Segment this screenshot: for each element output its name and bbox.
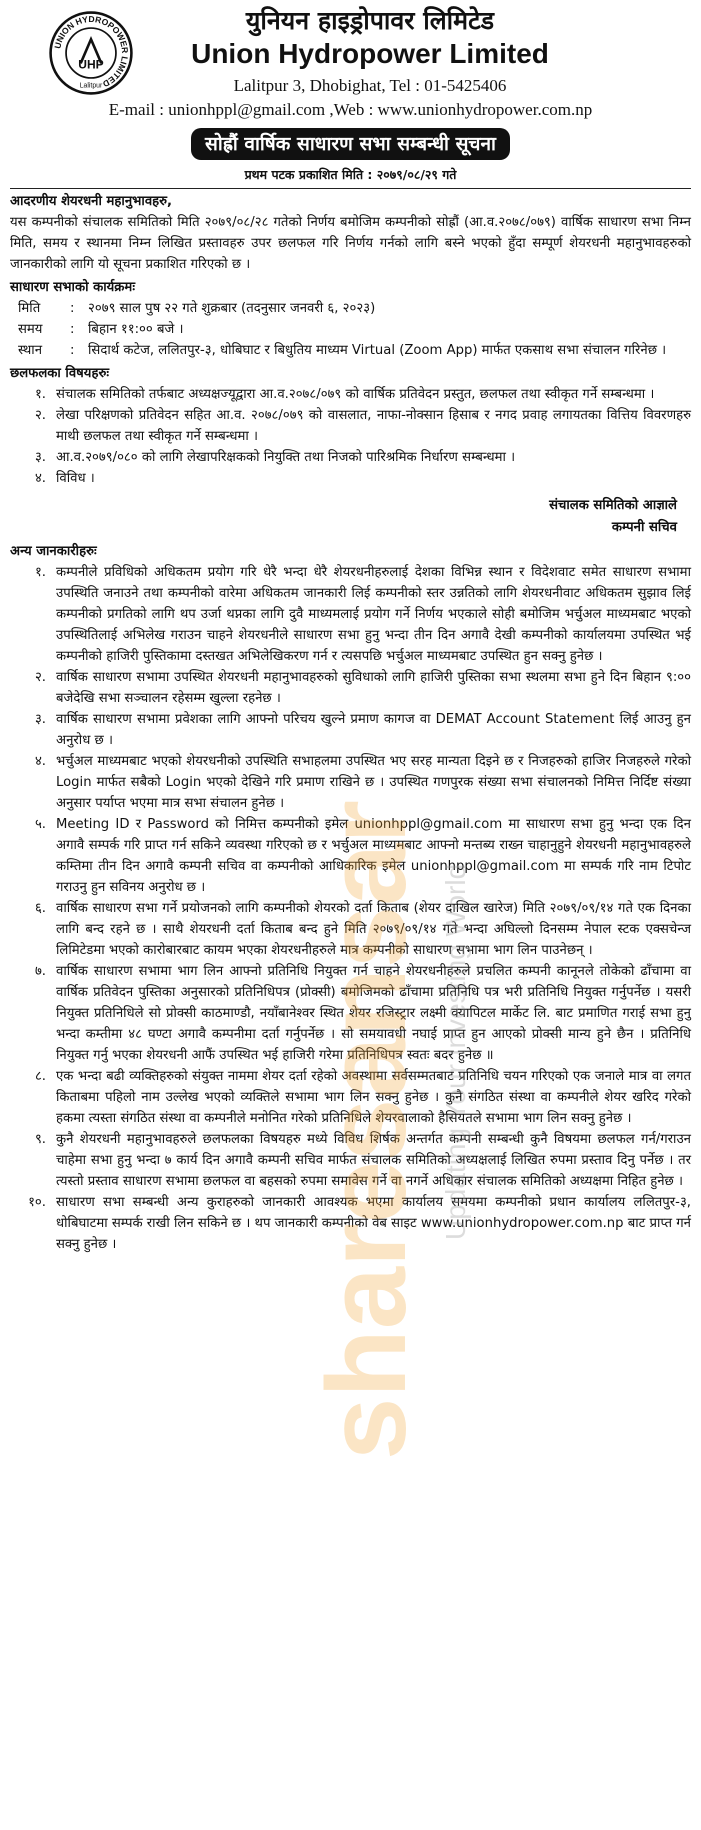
info-item <box>10 814 691 898</box>
item-number: ९. <box>34 1132 46 1147</box>
schedule-sep: : <box>70 343 75 358</box>
schedule-sep: : <box>70 301 75 316</box>
item-number: ३. <box>34 450 46 465</box>
item-text: Meeting ID र Password को निमित्त कम्पनीको इमेल unionhppl@gmail.com मा साधारण सभा हुनु भन्दा एक दिन अगावै सम्पर्क गरि प्राप्त गर्न सकिने व्यवस्था गरिएको छ र भर्चुअल माध्यमबाट आफ्नो मन्तब्य राख्न चाहानुहुने शेयरधनी महानुभावहरुले कम्तिमा तीन दिन अगावै कम्पनी सचिव वा कम्पनीको आधिकारिक इमेल unionhppl@gmail.com मा सम्पर्क गरि नाम टिपोट गराउनु हुन सविनय अनुरोध छ । <box>56 817 691 895</box>
item-text: वार्षिक साधारण सभामा उपस्थित शेयरधनी महानुभावहरुको सुविधाको लागि हाजिरी पुस्तिका सभा स्थलमा सभा हुने दिन बिहान ९:०० बजेदेखि सभा सञ्चालन रहेसम्म खुल्ला रहनेछ । <box>56 670 691 706</box>
item-text: कुनै शेयरधनी महानुभावहरुले छलफलका विषयहरु मध्ये विविध शिर्षक अन्तर्गत कम्पनी सम्बन्धी कुनै विषयमा छलफल गर्न/गराउन चाहेमा सभा हुनु भन्दा ७ कार्य दिन अगावै कम्पनी सचिव मार्फत संचालक समितिको अध्यक्षलाई लिखित रुपमा प्रस्ताव दिनु पर्नेछ । तर त्यस्तो प्रस्ताव साधारण सभामा छलफल वा बहसको रुपमा समावेस गर्ने वा नगर्ने अधिकार संचालक समितिको अध्यक्षमा निहित हुनेछ । <box>56 1132 691 1189</box>
letterhead <box>0 0 701 122</box>
item-text: एक भन्दा बढी व्यक्तिहरुको संयुक्त नाममा शेयर दर्ता रहेको अवस्थामा सर्वसम्मतबाट प्रतिनिधि चयन गरिएको एक जनाले मात्र वा लगत किताबमा पहिलो नाम उल्लेख भएको व्यक्तिले सभामा भाग लिन सक्नु हुनेछ । कुनै संगठित संस्था वा कम्पनीले शेयर खरिद गरेको हकमा त्यस्ता संगठित संस्था वा कम्पनीले मनोनित गरेको प्रतिनिधिले शेयरवालाको हैसियतले सभामा भाग लिन सक्नु हुनेछ । <box>56 1069 691 1126</box>
item-text: साधारण सभा सम्बन्धी अन्य कुराहरुको जानकारी आवश्यक भएमा कार्यालय समयमा कम्पनीको प्रधान कार्यालय ललितपुर-३, धोबिघाटमा सम्पर्क राखी लिन सकिने छ । थप जानकारी कम्पनीको वेब साइट www.unionhydropower.com.np बाट प्राप्त गर्न सक्नु हुनेछ । <box>56 1195 691 1252</box>
item-text: लेखा परिक्षणको प्रतिवेदन सहित आ.व. २०७८/०७९ को वासलात, नाफा-नोक्सान हिसाब र नगद प्रवाह लगायतका वित्तिय विवरणहरु माथी छलफल तथा स्वीकृत गर्ने सम्बन्धमा । <box>56 408 691 444</box>
agenda-item <box>10 384 691 405</box>
item-number: ३. <box>34 712 46 727</box>
watermark-main: sharesansar <box>304 799 429 1460</box>
item-number: २. <box>34 670 46 685</box>
item-text: कम्पनीले प्रविधिको अधिकतम प्रयोग गरि धेरै भन्दा धेरै शेयरधनीहरुलाई देशका विभिन्न स्थान र विदेशवाट समेत साधारण सभामा उपस्थिति जनाउने तथा कम्पनीको वारेमा अधिकतम जानकारी लिई कम्पनीको स्तर उन्नतिको लागि शेयरधनीवाट अधिकतम सुझाव लिई कम्पनीको प्रगतिको लागि थप उर्जा थप्नका लागि दुवै माध्यमलाई प्रयोग गर्ने निर्णय भएकाले सोही बमोजिम भर्चुअल माध्यमबाट भएको उपस्थितिलाई अभिलेख गराउन चाहने शेयरधनीले साधारण सभा हुनु भन्दा तीन दिन अगावै देखी कम्पनीको कार्यालयमा उपस्थित भई कम्पनीको हाजिरी पुस्तिकामा दस्तखत अभिलेखिकरण गर्न र त्यसपछि भर्चुअल माध्यमबाट उपस्थित हुन सक्नु हुनेछ । <box>56 565 691 664</box>
divider <box>10 188 691 189</box>
info-item <box>10 751 691 814</box>
agenda-item <box>10 468 691 489</box>
salutation: आदरणीय शेयरधनी महानुभावहरु, <box>10 194 173 209</box>
other-info-heading: अन्य जानकारीहरुः <box>10 544 97 559</box>
item-number: ७. <box>34 964 46 979</box>
info-item <box>10 898 691 961</box>
item-text: आ.व.२०७९/०८० को लागि लेखापरिक्षकको नियुक्ति तथा निजको पारिश्रमिक निर्धारण सम्बन्धमा । <box>56 450 516 465</box>
item-text: वार्षिक साधारण सभामा प्रवेशका लागि आफ्नो परिचय खुल्ने प्रमाण कागज वा DEMAT Account Statement लिई आउनु हुन अनुरोध छ । <box>56 712 691 748</box>
logo-monogram: UHP <box>78 57 104 72</box>
signature-line-secretary: कम्पनी सचिव <box>611 520 677 535</box>
company-name-nepali: युनियन हाइड्रोपावर लिमिटेड <box>245 6 495 35</box>
item-number: १०. <box>28 1195 46 1210</box>
logo-ring-text: UNION HYDROPOWER LIMITED <box>52 13 131 90</box>
item-number: २. <box>34 408 46 423</box>
item-text: वार्षिक साधारण सभा गर्ने प्रयोजनको लागि कम्पनीको शेयरको दर्ता किताब (शेयर दाखिल खारेज) मिति २०७९/०९/१४ गते एक दिनका लागि बन्द रहने छ । साथै शेयरधनी दर्ता किताब बन्द हुने मिति २०७९/०९/१४ गते भन्दा अघिल्लो दिनसम्म नेपाल स्टक एक्सचेन्ज लिमिटेडमा भएको कारोबारबाट कायम भएका शेयरधनीहरुले मात्र कम्पनीको साधारण सभामा भाग लिन पाउनेछन् । <box>56 901 691 958</box>
item-text: विविध । <box>56 471 95 486</box>
info-item <box>10 1192 691 1255</box>
schedule-label: मिति <box>18 301 41 316</box>
agenda-item <box>10 447 691 468</box>
company-logo <box>48 10 134 96</box>
item-number: ४. <box>34 471 46 486</box>
schedule-heading: साधारण सभाको कार्यक्रमः <box>10 280 135 295</box>
item-number: ६. <box>34 901 46 916</box>
agenda-list <box>10 384 691 489</box>
notice-banner: सोह्रौं वार्षिक साधारण सभा सम्बन्धी सूचना <box>191 128 510 160</box>
item-number: ८. <box>34 1069 46 1084</box>
schedule-sep: : <box>70 322 75 337</box>
schedule-table <box>10 298 691 361</box>
agenda-heading: छलफलका विषयहरुः <box>10 366 109 381</box>
schedule-value: २०७९ साल पुष २२ गते शुक्रबार (तदनुसार जनवरी ६, २०२३) <box>88 301 376 316</box>
notice-body <box>0 191 701 1255</box>
schedule-value: बिहान ११:०० बजे । <box>88 322 184 337</box>
item-number: ४. <box>34 754 46 769</box>
intro-paragraph: यस कम्पनीको संचालक समितिको मिति २०७९/०८/२८ गतेको निर्णय बमोजिम कम्पनीको सोह्रौं (आ.व.२०७८/०७९) वार्षिक साधारण सभा निम्न मिति, समय र स्थानमा निम्न लिखित प्रस्तावहरु उपर छलफल गरि निर्णय गर्नको लागि बस्ने भएको हुँदा सम्पूर्ण शेयरधनी महानुभावहरुको जानकारीको लागि यो सूचना प्रकाशित गरिएको छ । <box>10 215 691 272</box>
info-item <box>10 562 691 667</box>
info-item <box>10 1066 691 1129</box>
agenda-item <box>10 405 691 447</box>
item-number: १. <box>34 565 46 580</box>
schedule-label: समय <box>18 322 43 337</box>
info-item <box>10 1129 691 1192</box>
company-contact: E-mail : unionhppl@gmail.com ,Web : www.unionhydropower.com.np <box>108 100 593 119</box>
item-number: १. <box>34 387 46 402</box>
schedule-value: सिदार्थ कटेज, ललितपुर-३, धोबिघाट र बिधुतिय माध्यम Virtual (Zoom App) मार्फत एकसाथ सभा संचालन गरिनेछ । <box>88 343 667 358</box>
item-text: भर्चुअल माध्यमबाट भएको शेयरधनीको उपस्थिति सभाहलमा उपस्थित भए सरह मान्यता दिइने छ र निजहरुको हाजिर निजहरुले गरेको Login मार्फत सबैको Login भएको देखिने गरि प्रमाण राखिने छ । उपस्थित गणपुरक संख्या सभा संचालनको निमित्त निर्दिष्ट संख्या अनुसार पर्याप्त भएमा मात्र सभा संचालन हुनेछ । <box>56 754 691 811</box>
info-item <box>10 667 691 709</box>
schedule-label: स्थान <box>18 343 43 358</box>
signature-line-order: संचालक समितिको आज्ञाले <box>549 498 677 513</box>
watermark-tagline: Updating Your Investing World <box>440 863 471 1240</box>
published-date: प्रथम पटक प्रकाशित मिति : २०७९/०८/२९ गते <box>244 167 457 182</box>
info-item <box>10 709 691 751</box>
logo-place: Lalitpur <box>79 82 103 90</box>
item-text: वार्षिक साधारण सभामा भाग लिन आफ्नो प्रतिनिधि नियुक्त गर्न चाहने शेयरधनीहरुले प्रचलित कम्पनी कानूनले तोकेको ढाँचामा वा वार्षिक प्रतिवेदन पुस्तिका अनुसारको प्रतिनिधिपत्र (प्रोक्सी) बमोजिमको ढाँचामा प्रतिनिधि पत्र भरी प्रतिनिधि नियुक्त गर्नुपर्नेछ । यसरी नियुक्त प्रतिनिधिले सो प्रोक्सी काठमाण्डौ, नयाँबानेश्वर स्थित शेयर रजिस्ट्रार लक्ष्मी क्यापिटल मार्केट लि. बाट प्रमाणित गराई सभा हुनु भन्दा कम्तीमा ४८ घण्टा अगावै कम्पनीमा दर्ता गर्नुपर्नेछ । सो समयावधी नघाई प्राप्त हुन आएको प्रोक्सी मान्य हुने छैन । प्रतिनिधि नियुक्त गर्नु भएका शेयरधनी आफैं उपस्थित भई हाजिरी गरेमा प्रतिनिधिपत्र स्वतः बदर हुनेछ ॥ <box>56 964 691 1063</box>
item-text: संचालक समितिको तर्फबाट अध्यक्षज्यूद्वारा आ.व.२०७८/०७९ को वार्षिक प्रतिवेदन प्रस्तुत, छलफल तथा स्वीकृत गर्ने सम्बन्धमा । <box>56 387 655 402</box>
company-name-english: Union Hydropower Limited <box>191 38 549 69</box>
item-number: ५. <box>34 817 46 832</box>
other-info-list <box>10 562 691 1255</box>
company-address: Lalitpur 3, Dhobighat, Tel : 01-5425406 <box>233 76 507 95</box>
info-item <box>10 961 691 1066</box>
